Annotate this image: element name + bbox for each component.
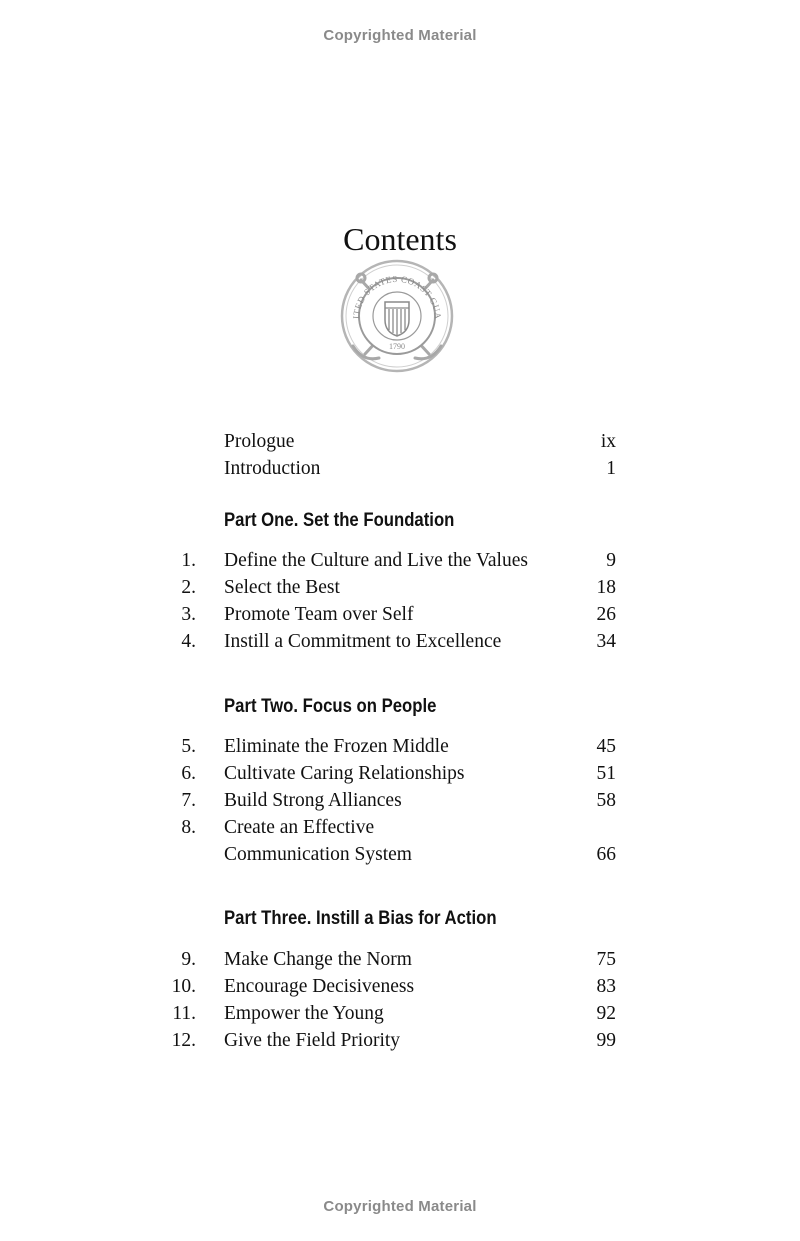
- toc-entry-page: 66: [596, 844, 616, 865]
- toc-entry-chapter-1[interactable]: [0, 550, 800, 577]
- toc-entry-page: 51: [596, 763, 616, 784]
- toc-entry-prologue[interactable]: [0, 431, 800, 458]
- toc-entry-chapter-4[interactable]: [0, 631, 800, 658]
- toc-entry-chapter-8-continued[interactable]: [0, 844, 800, 871]
- chapter-number: 10.: [171, 976, 196, 997]
- toc-entry-label: Give the Field Priority: [224, 1030, 401, 1051]
- toc-entry-page: 34: [596, 631, 616, 652]
- part-heading-three: Part Three. Instill a Bias for Action: [224, 908, 497, 929]
- toc-entry-page: 18: [596, 577, 616, 598]
- toc-entry-label: Introduction: [224, 458, 321, 479]
- toc-entry-label: Define the Culture and Live the Values: [224, 550, 528, 571]
- toc-entry-chapter-8[interactable]: [0, 817, 800, 844]
- toc-entry-label: Promote Team over Self: [224, 604, 414, 625]
- toc-entry-label: Select the Best: [224, 577, 340, 598]
- chapter-number: 7.: [181, 790, 196, 811]
- chapter-number: 11.: [172, 1003, 196, 1024]
- chapter-number: 3.: [181, 604, 196, 625]
- chapter-number: 8.: [181, 817, 196, 838]
- toc-entry-page: 1: [606, 458, 616, 479]
- toc-entry-page: 45: [596, 736, 616, 757]
- toc-entry-label: Empower the Young: [224, 1003, 384, 1024]
- toc-entry-chapter-9[interactable]: [0, 949, 800, 976]
- chapter-number: 6.: [181, 763, 196, 784]
- toc-entry-label: Create an Effective: [224, 817, 375, 838]
- svg-text:UNITED STATES COAST GUARD: ITED STATES COAST GUA: [350, 273, 444, 320]
- toc-entry-page: ix: [600, 431, 616, 452]
- copyright-watermark-bottom: Copyrighted Material: [323, 1198, 477, 1215]
- toc-entry-page: 9: [606, 550, 616, 571]
- page-title: Contents: [343, 221, 457, 258]
- copyright-watermark-top: Copyrighted Material: [323, 27, 477, 44]
- part-heading-one: Part One. Set the Foundation: [224, 510, 455, 531]
- toc-entry-page: 99: [596, 1030, 616, 1051]
- toc-entry-label: Build Strong Alliances: [224, 790, 402, 811]
- chapter-number: 1.: [181, 550, 196, 571]
- toc-entry-label: Instill a Commitment to Excellence: [224, 631, 502, 652]
- chapter-number: 2.: [181, 577, 196, 598]
- chapter-number: 9.: [181, 949, 196, 970]
- toc-entry-chapter-5[interactable]: [0, 736, 800, 763]
- chapter-number: 5.: [181, 736, 196, 757]
- toc-entry-label: Cultivate Caring Relationships: [224, 763, 465, 784]
- toc-entry-chapter-7[interactable]: [0, 790, 800, 817]
- toc-entry-page: 92: [596, 1003, 616, 1024]
- toc-entry-introduction[interactable]: [0, 458, 800, 485]
- toc-entry-label: Eliminate the Frozen Middle: [224, 736, 449, 757]
- chapter-number: 12.: [171, 1030, 196, 1051]
- toc-entry-page: 75: [596, 949, 616, 970]
- toc-entry-chapter-3[interactable]: [0, 604, 800, 631]
- toc-entry-label: Prologue: [224, 431, 295, 452]
- toc-entry-label: Make Change the Norm: [224, 949, 412, 970]
- toc-entry-chapter-2[interactable]: [0, 577, 800, 604]
- part-heading-two: Part Two. Focus on People: [224, 696, 437, 717]
- toc-entry-chapter-10[interactable]: [0, 976, 800, 1003]
- toc-entry-chapter-6[interactable]: [0, 763, 800, 790]
- toc-entry-page: 26: [596, 604, 616, 625]
- toc-entry-label: Encourage Decisiveness: [224, 976, 415, 997]
- toc-entry-chapter-11[interactable]: [0, 1003, 800, 1030]
- toc-entry-chapter-12[interactable]: [0, 1030, 800, 1057]
- toc-entry-page: 58: [596, 790, 616, 811]
- toc-entry-page: 83: [596, 976, 616, 997]
- toc-entry-label-continued: Communication System: [224, 844, 412, 865]
- coast-guard-seal-icon: [339, 258, 455, 374]
- chapter-number: 4.: [181, 631, 196, 652]
- svg-text:1790: 1790: [389, 342, 405, 351]
